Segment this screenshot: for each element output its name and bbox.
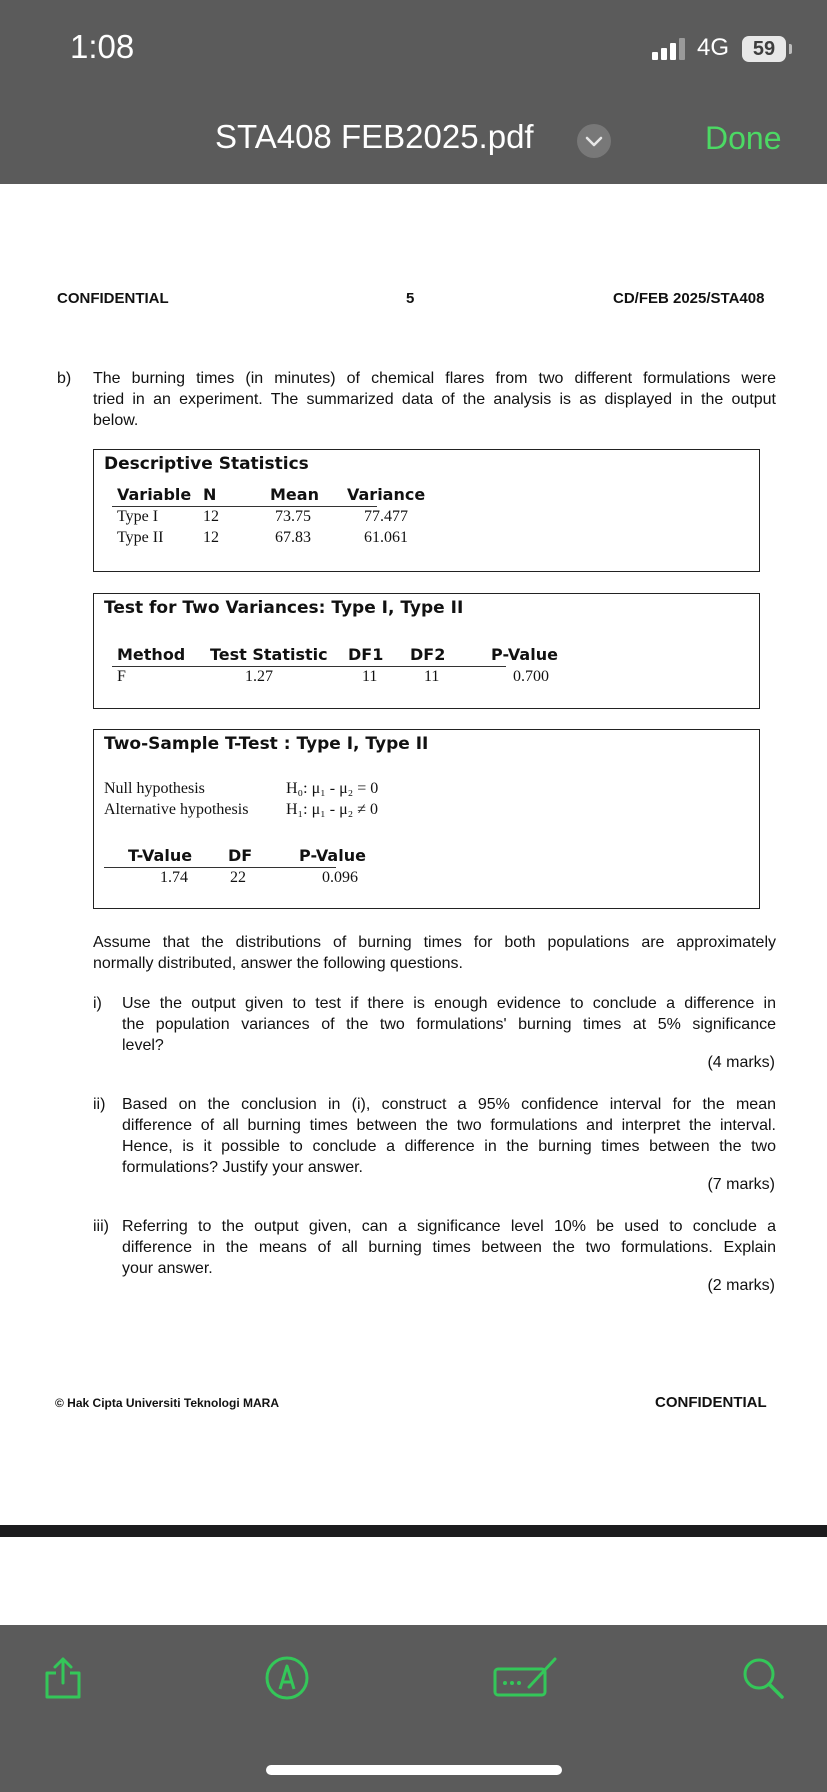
footer-copyright: © Hak Cipta Universiti Teknologi MARA: [55, 1396, 279, 1410]
null-hypothesis-value: H₀: μ₁ - μ₂ = 0: [286, 780, 379, 797]
question-label: b): [57, 370, 72, 387]
chevron-down-icon[interactable]: [577, 124, 611, 158]
done-button[interactable]: Done: [705, 120, 782, 156]
table-cell: 67.83: [275, 529, 311, 546]
table-rule: [112, 666, 506, 667]
table-header: DF: [228, 846, 253, 865]
table-cell: 12: [203, 529, 219, 546]
question-marks: (2 marks): [707, 1277, 775, 1294]
table-cell: Type II: [117, 529, 164, 546]
signal-icon: [652, 38, 688, 60]
table-cell: 12: [203, 508, 219, 525]
question-label: ii): [93, 1096, 106, 1113]
intro-line: tried in an experiment. The summarized data of the analysis is as displayed in the output: [93, 391, 776, 408]
table-cell: 61.061: [364, 529, 408, 546]
alt-hypothesis-value: H₁: μ₁ - μ₂ ≠ 0: [286, 801, 378, 818]
table-rule: [112, 506, 377, 507]
header-right: CD/FEB 2025/STA408: [613, 290, 765, 307]
descriptive-stats-title: Descriptive Statistics: [104, 454, 309, 474]
table-cell: 0.096: [322, 869, 358, 886]
question-line: level?: [122, 1037, 164, 1054]
t-test-title: Two-Sample T-Test : Type I, Type II: [104, 734, 429, 754]
intro-line: below.: [93, 412, 139, 429]
variance-test-title: Test for Two Variances: Type I, Type II: [104, 598, 464, 618]
network-label: 4G: [697, 34, 730, 61]
assume-line: Assume that the distributions of burning times for both populations are approximately: [93, 934, 776, 951]
table-header: DF2: [410, 645, 446, 664]
intro-line: The burning times (in minutes) of chemical flares from two different formulations were: [93, 370, 776, 387]
table-cell: 0.700: [513, 668, 549, 685]
question-marks: (7 marks): [707, 1176, 775, 1193]
question-line: difference in the means of all burning times between the two formulations. Explain: [122, 1239, 776, 1256]
table-header: Test Statistic: [210, 645, 328, 664]
home-indicator: [266, 1765, 562, 1775]
share-icon[interactable]: [40, 1655, 86, 1701]
table-cell: 77.477: [364, 508, 408, 525]
table-cell: 1.74: [160, 869, 188, 886]
question-line: formulations? Justify your answer.: [122, 1159, 363, 1176]
table-cell: 22: [230, 869, 246, 886]
table-header: N: [203, 485, 217, 504]
table-cell: 73.75: [275, 508, 311, 525]
document-title[interactable]: STA408 FEB2025.pdf: [215, 118, 534, 155]
alt-hypothesis-label: Alternative hypothesis: [104, 801, 249, 818]
battery-icon: 59: [742, 36, 786, 62]
table-rule: [104, 867, 336, 868]
table-header: T-Value: [128, 846, 193, 865]
question-line: Referring to the output given, can a significance level 10% be used to conclude a: [122, 1218, 776, 1235]
table-header: DF1: [348, 645, 384, 664]
search-icon[interactable]: [740, 1655, 786, 1701]
question-label: i): [93, 995, 102, 1012]
table-cell: F: [117, 668, 126, 685]
question-line: the population variances of the two formulations' burning times at 5% significance: [122, 1016, 776, 1033]
battery-tip: [789, 44, 792, 54]
table-cell: Type I: [117, 508, 159, 525]
table-cell: 11: [362, 668, 378, 685]
question-line: Based on the conclusion in (i), construct a 95% confidence interval for the mean: [122, 1096, 776, 1113]
question-label: iii): [93, 1218, 109, 1235]
question-line: your answer.: [122, 1260, 213, 1277]
footer-confidential: CONFIDENTIAL: [655, 1394, 767, 1411]
status-time: 1:08: [70, 28, 135, 65]
table-cell: 1.27: [245, 668, 273, 685]
markup-icon[interactable]: [264, 1655, 310, 1701]
question-marks: (4 marks): [707, 1054, 775, 1071]
question-line: Hence, is it possible to conclude a difference in the burning times between the two: [122, 1138, 776, 1155]
table-header: Variance: [347, 485, 426, 504]
table-header: P-Value: [491, 645, 558, 664]
top-bar: [0, 0, 827, 184]
table-header: Variable: [117, 485, 192, 504]
question-line: difference of all burning times between the two formulations and interpret the interval.: [122, 1117, 776, 1134]
table-header: Mean: [270, 485, 319, 504]
descriptive-stats-box: [93, 449, 760, 572]
question-line: Use the output given to test if there is enough evidence to conclude a difference in: [122, 995, 776, 1012]
table-cell: 11: [424, 668, 440, 685]
variance-test-box: [93, 593, 760, 709]
null-hypothesis-label: Null hypothesis: [104, 780, 205, 797]
assume-line: normally distributed, answer the following questions.: [93, 955, 463, 972]
header-left: CONFIDENTIAL: [57, 290, 169, 307]
t-test-box: [93, 729, 760, 909]
table-header: Method: [117, 645, 186, 664]
page-number: 5: [406, 290, 415, 307]
signature-icon[interactable]: [493, 1655, 559, 1701]
table-header: P-Value: [299, 846, 366, 865]
page-divider: [0, 1525, 827, 1537]
